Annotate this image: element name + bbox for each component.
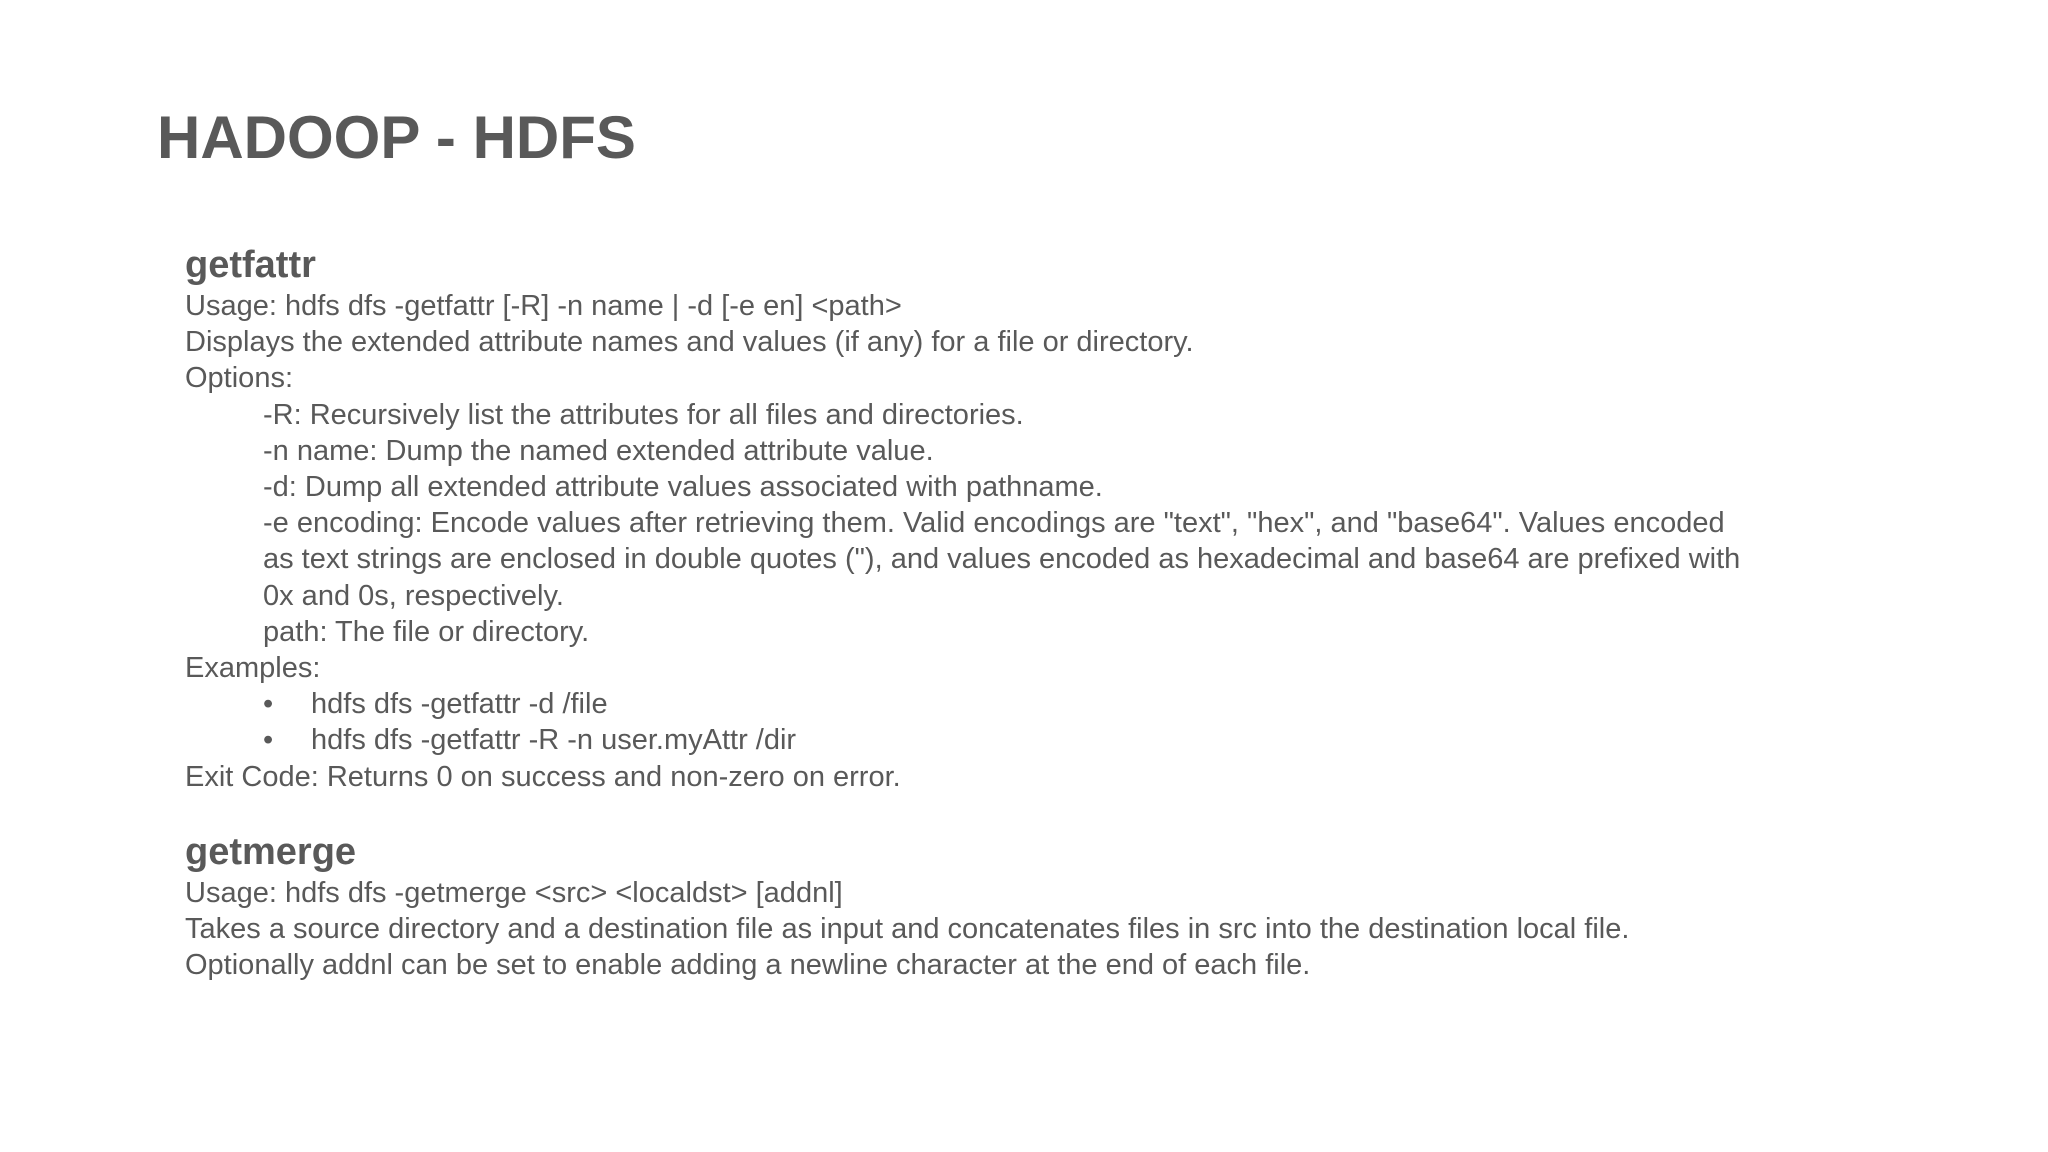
option-path: path: The file or directory. xyxy=(263,615,590,648)
getmerge-section xyxy=(185,829,1885,984)
example-item xyxy=(185,722,1885,758)
examples-label: Examples: xyxy=(185,652,321,685)
getmerge-description-line: Optionally addnl can be set to enable adding a newline character at the end of each file. xyxy=(185,949,1311,982)
example-text: hdfs dfs -getfattr -d /file xyxy=(311,688,608,721)
example-text: hdfs dfs -getfattr -R -n user.myAttr /dir xyxy=(311,724,797,757)
option-dump: -d: Dump all extended attribute values associated with pathname. xyxy=(263,471,1103,504)
options-label: Options: xyxy=(185,362,293,395)
option-name: -n name: Dump the named extended attribute value. xyxy=(263,434,934,467)
getfattr-usage: Usage: hdfs dfs -getfattr [-R] -n name | -d [-e en] <path> xyxy=(185,290,902,322)
getmerge-usage: Usage: hdfs dfs -getmerge <src> <localdst> [addnl] xyxy=(185,876,843,909)
slide-title: HADOOP - HDFS xyxy=(157,104,636,171)
getfattr-exit-code: Exit Code: Returns 0 on success and non-zero on error. xyxy=(185,760,901,793)
example-item xyxy=(185,686,1885,722)
section-spacer xyxy=(185,795,1885,829)
bullet-icon: • xyxy=(263,724,274,757)
option-recursive: -R: Recursively list the attributes for all files and directories. xyxy=(263,398,1024,431)
slide-body xyxy=(185,242,1885,983)
getmerge-heading: getmerge xyxy=(185,830,357,873)
getfattr-section xyxy=(185,242,1885,795)
option-encoding: -e encoding: Encode values after retrieving them. Valid encodings are "text", "hex", and "base64". Values encoded as text strings are enclosed in double quotes ("), and values encoded as hexadecimal and base64 are prefixed with 0x and 0s, respectively. xyxy=(263,507,1741,612)
getmerge-description-line: Takes a source directory and a destination file as input and concatenates files in src into the destination local file. xyxy=(185,913,1630,946)
getfattr-description: Displays the extended attribute names and values (if any) for a file or directory. xyxy=(185,326,1194,359)
bullet-icon: • xyxy=(263,688,274,721)
getfattr-heading: getfattr xyxy=(185,244,316,286)
